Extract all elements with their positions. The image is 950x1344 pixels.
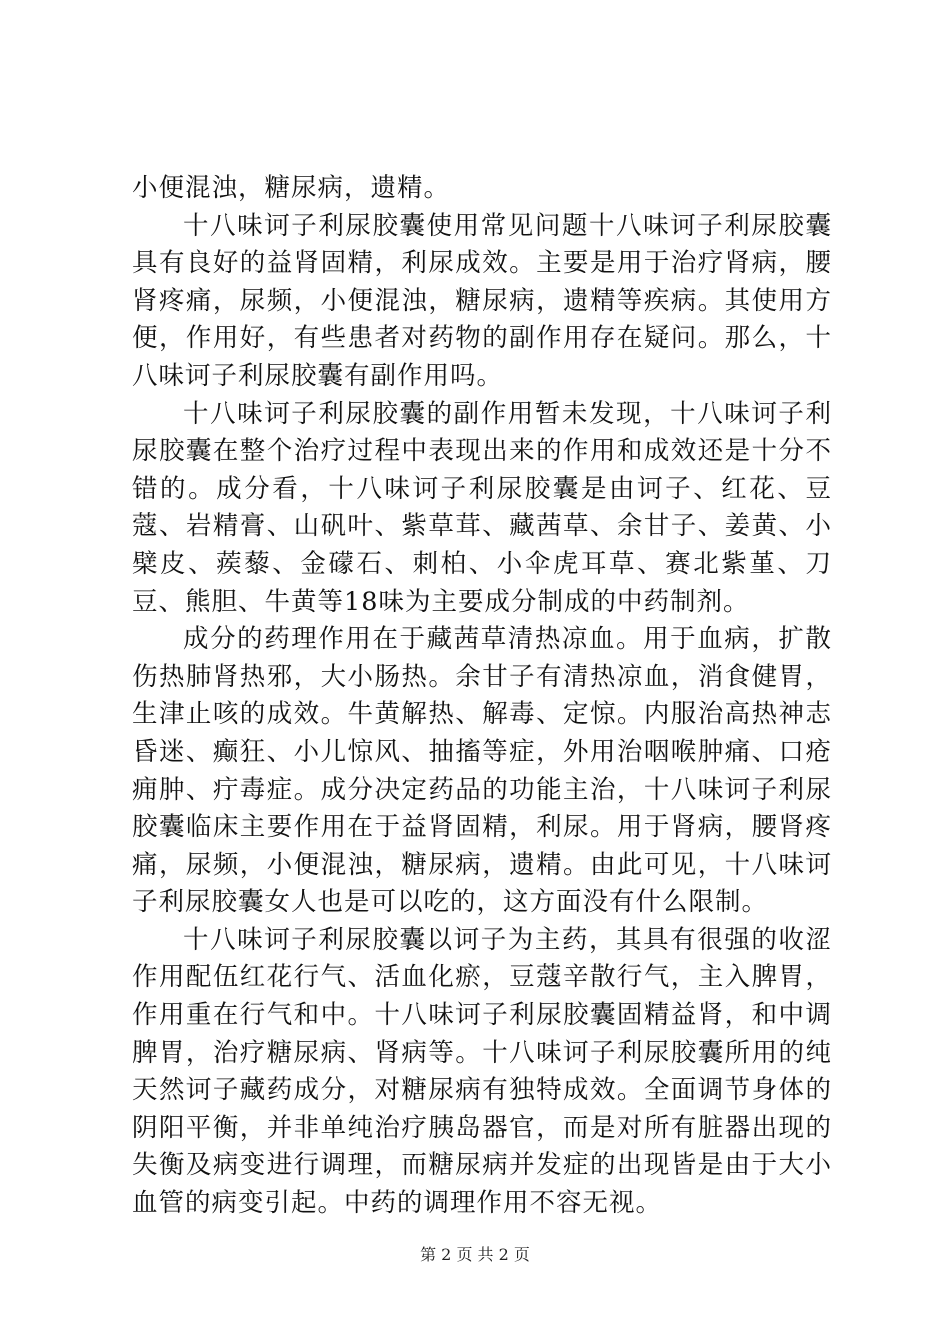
paragraph-common-questions: 十八味诃子利尿胶囊使用常见问题十八味诃子利尿胶囊具有良好的益肾固精，利尿成效。主要是用于治疗肾病，腰肾疼痛，尿频，小便混浊，糖尿病，遗精等疾病。其使用方便，作用好，有些患者对药物的副作用存在疑问。那么，十八味诃子利尿胶囊有副作用吗。 <box>132 210 832 391</box>
paragraph-side-effects: 十八味诃子利尿胶囊的副作用暂未发现，十八味诃子利尿胶囊在整个治疗过程中表现出来的作用和成效还是十分不错的。成分看，十八味诃子利尿胶囊是由诃子、红花、豆蔻、岩精膏、山矾叶、紫草茸、藏茜草、余甘子、姜黄、小檗皮、蒺藜、金礞石、刺柏、小伞虎耳草、赛北紫堇、刀豆、熊胆、牛黄等18味为主要成分制成的中药制剂。 <box>132 398 832 617</box>
paragraph-pharmacology: 成分的药理作用在于藏茜草清热凉血。用于血病，扩散伤热肺肾热邪，大小肠热。余甘子有清热凉血，消食健胃，生津止咳的成效。牛黄解热、解毒、定惊。内服治高热神志昏迷、癫狂、小儿惊风、抽搐等症，外用治咽喉肿痛、口疮痈肿、疔毒症。成分决定药品的功能主治，十八味诃子利尿胶囊临床主要作用在于益肾固精，利尿。用于肾病，腰肾疼痛，尿频，小便混浊，糖尿病，遗精。由此可见，十八味诃子利尿胶囊女人也是可以吃的，这方面没有什么限制。 <box>132 624 832 918</box>
paragraph-continuation: 小便混浊，糖尿病，遗精。 <box>132 173 451 203</box>
paragraph-main-ingredient: 十八味诃子利尿胶囊以诃子为主药，其具有很强的收涩作用配伍红花行气、活血化瘀，豆蔻辛散行气，主入脾胃，作用重在行气和中。十八味诃子利尿胶囊固精益肾，和中调脾胃，治疗糖尿病、肾病等。十八味诃子利尿胶囊所用的纯天然诃子藏药成分，对糖尿病有独特成效。全面调节身体的阴阳平衡，并非单纯治疗胰岛器官，而是对所有脏器出现的失衡及病变进行调理，而糖尿病并发症的出现皆是由于大小血管的病变引起。中药的调理作用不容无视。 <box>132 924 832 1219</box>
document-body <box>132 170 832 1223</box>
page-footer: 第 2 页 共 2 页 <box>420 1245 530 1264</box>
